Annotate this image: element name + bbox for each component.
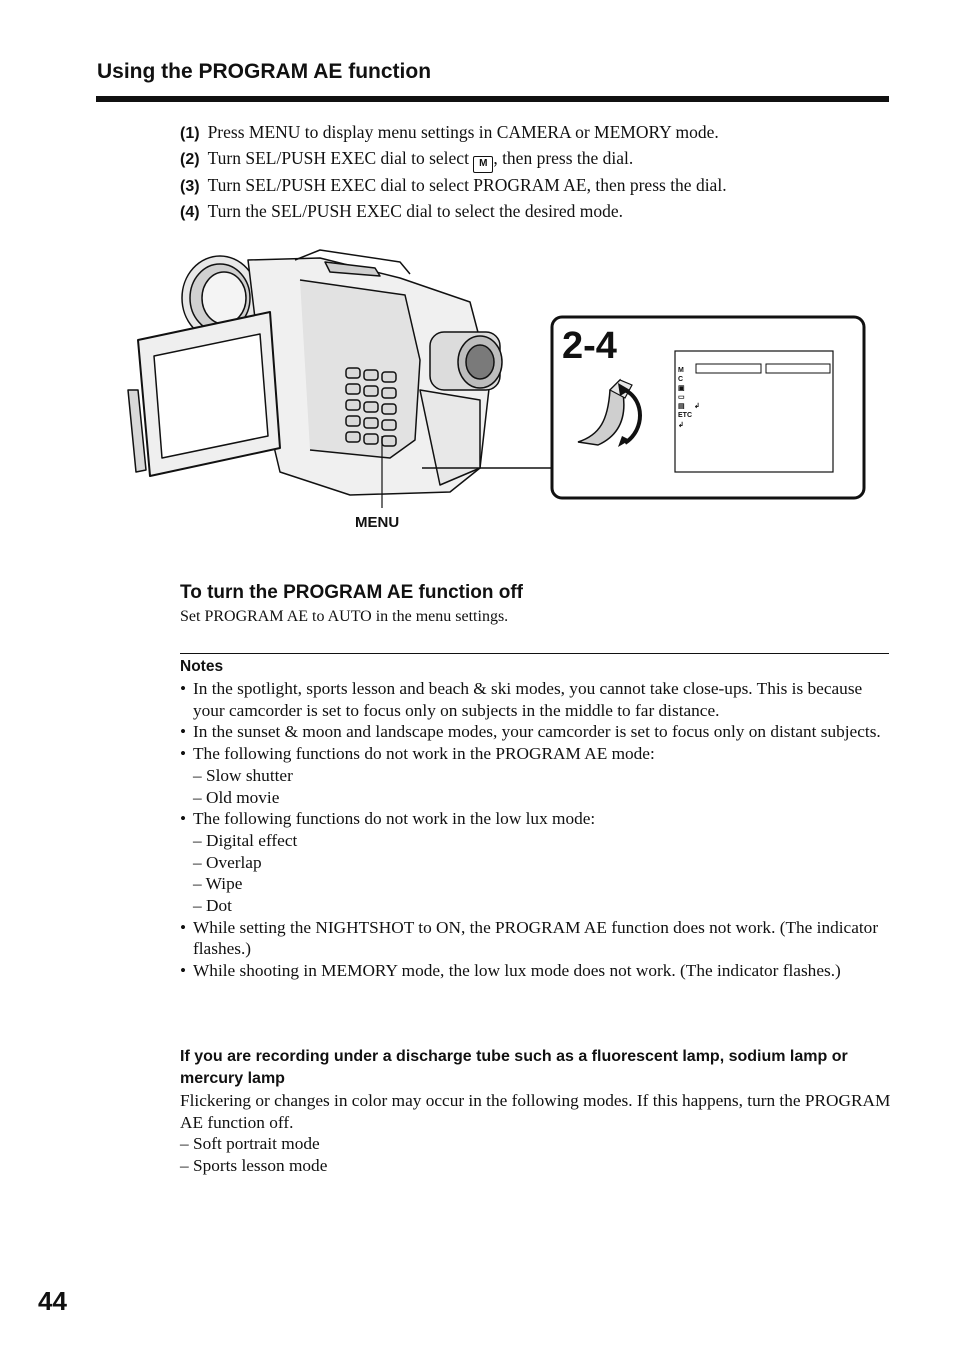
menu-button-label: MENU — [355, 514, 400, 531]
lcd-menu-icon: ▭ — [678, 394, 685, 401]
page-number: 44 — [38, 1286, 67, 1316]
step-range-label: 2-4 — [562, 325, 617, 367]
note-item — [180, 960, 892, 982]
notes-heading: Notes — [180, 658, 224, 675]
bullet: • — [180, 961, 187, 981]
step-3 — [180, 173, 880, 199]
note-text: In the sunset & moon and landscape modes, your camcorder is set to focus only on distant subjects. — [193, 722, 881, 742]
note-text: The following functions do not work in the low lux mode: — [193, 809, 596, 829]
notes-list — [180, 678, 892, 982]
note-item — [180, 678, 892, 721]
manual-settings-icon: M — [473, 156, 493, 173]
discharge-item: – Soft portrait mode — [180, 1134, 320, 1154]
bullet: • — [180, 744, 187, 764]
step-text: Turn SEL/PUSH EXEC dial to select — [207, 148, 474, 168]
step-text: , then press the dial. — [493, 148, 634, 168]
step-text: Turn the SEL/PUSH EXEC dial to select the desired mode. — [207, 201, 623, 221]
discharge-text: Flickering or changes in color may occur in the following modes. If this happens, turn the PROGRAM AE function off. — [180, 1091, 891, 1132]
discharge-item: – Sports lesson mode — [180, 1156, 328, 1176]
bullet: • — [180, 917, 187, 937]
notes-rule — [180, 653, 889, 654]
step-1 — [180, 120, 880, 146]
note-item — [180, 808, 892, 917]
off-text: Set PROGRAM AE to AUTO in the menu settings. — [180, 608, 509, 625]
section-title: Using the PROGRAM AE function — [97, 60, 432, 83]
title-rule — [96, 96, 889, 102]
note-text: In the spotlight, sports lesson and beach & ski modes, you cannot take close-ups. This is because your camcorder is set to focus only on subjects in the middle to far distance. — [193, 679, 863, 720]
discharge-heading: If you are recording under a discharge tube such as a fluorescent lamp, sodium lamp or mercury lamp — [180, 1048, 848, 1087]
note-item — [180, 721, 892, 743]
tape-menu-icon: ▣ — [678, 385, 685, 392]
camera-menu-icon: C — [678, 376, 684, 383]
note-subitem: – Digital effect — [193, 830, 298, 850]
note-text: While setting the NIGHTSHOT to ON, the PROGRAM AE function does not work. (The indicator flashes.) — [193, 917, 879, 959]
step-text: Press MENU to display menu settings in CAMERA or MEMORY mode. — [207, 122, 719, 142]
manual-menu-icon: M — [678, 367, 684, 374]
note-subitem: – Wipe — [193, 874, 243, 894]
step-number: (1) — [180, 125, 200, 142]
note-text: The following functions do not work in the PROGRAM AE mode: — [193, 744, 655, 764]
return-menu-icon: ↲ — [678, 422, 684, 429]
step-number: (4) — [180, 204, 200, 221]
step-4 — [180, 199, 880, 225]
note-subitem: – Dot — [193, 896, 232, 916]
camcorder-icon — [128, 250, 502, 508]
note-subitem: – Slow shutter — [193, 765, 293, 785]
step-text: Turn SEL/PUSH EXEC dial to select PROGRAM AE, then press the dial. — [207, 175, 727, 195]
bullet: • — [180, 679, 187, 698]
return-arrow-icon: ↲ — [694, 403, 700, 410]
menu-screen — [675, 351, 833, 472]
note-item — [180, 917, 892, 960]
etc-menu-icon: ETC — [678, 412, 692, 419]
memory-menu-icon: ▤ — [678, 403, 685, 410]
step-2 — [180, 146, 880, 173]
step-number: (3) — [180, 178, 200, 195]
discharge-section — [180, 1090, 892, 1177]
off-heading: To turn the PROGRAM AE function off — [180, 582, 524, 603]
note-subitem: – Overlap — [193, 852, 262, 872]
camcorder-illustration — [120, 240, 880, 540]
note-item — [180, 743, 892, 808]
steps-list — [180, 120, 880, 225]
note-text: While shooting in MEMORY mode, the low lux mode does not work. (The indicator flashes.) — [193, 961, 841, 981]
note-subitem: – Old movie — [193, 787, 280, 807]
step-number: (2) — [180, 151, 200, 168]
bullet: • — [180, 809, 187, 829]
bullet: • — [180, 722, 187, 742]
